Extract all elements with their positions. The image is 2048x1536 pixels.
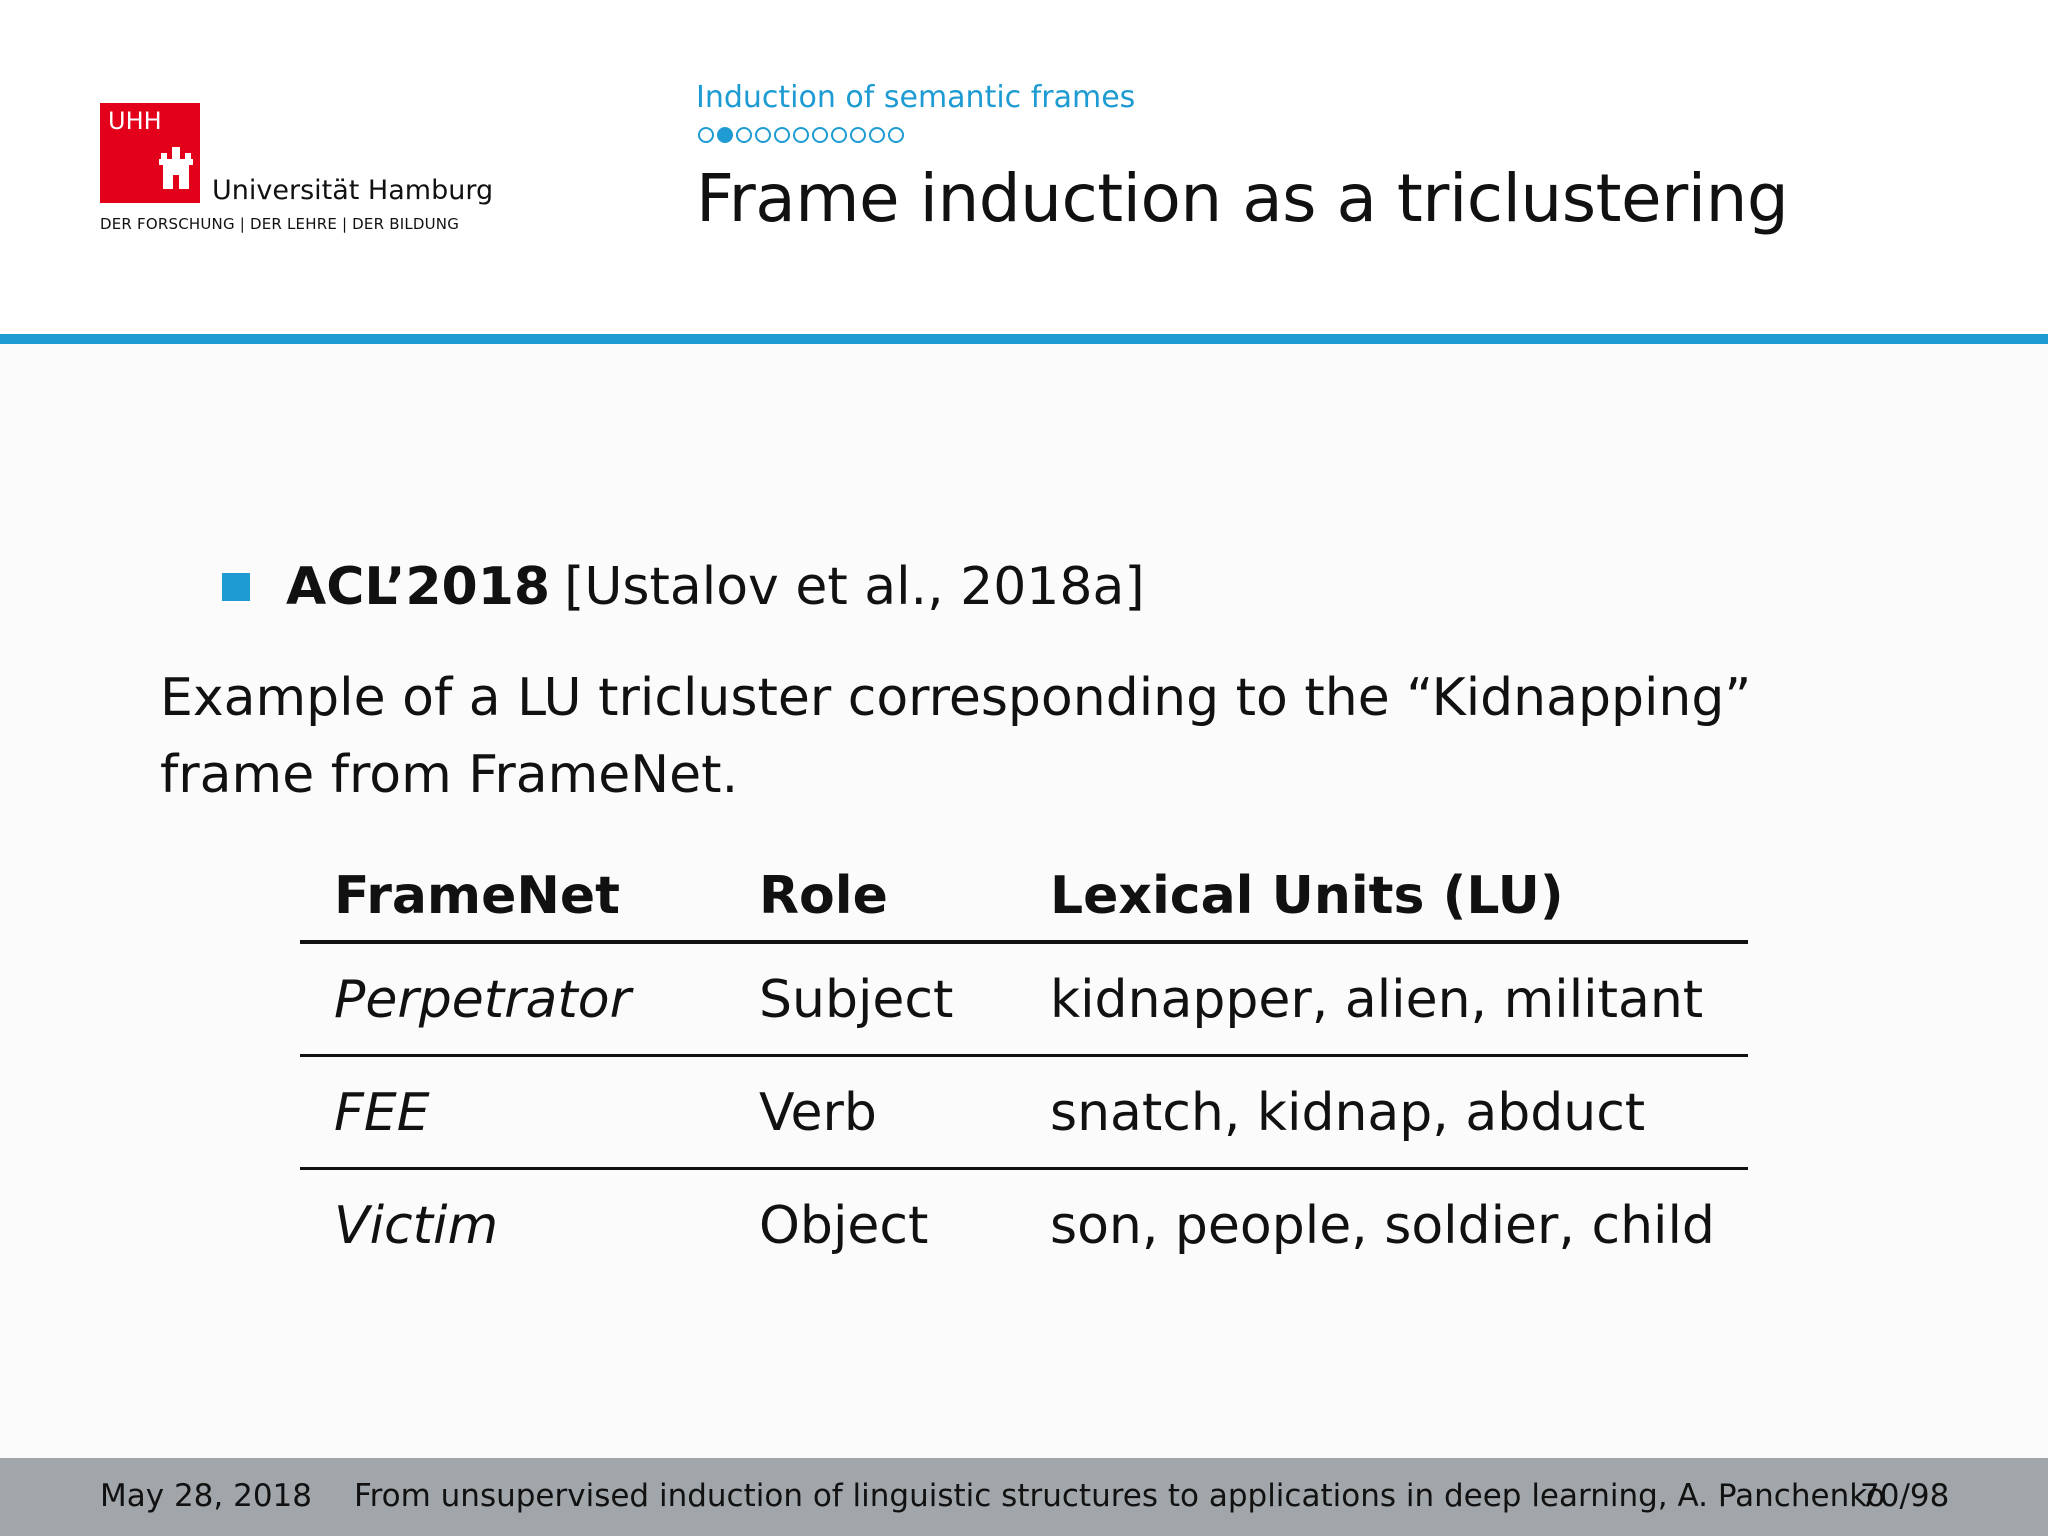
slide-title: Frame induction as a triclustering [696, 160, 1789, 237]
bullet-square-icon [222, 573, 250, 601]
intro-paragraph [160, 660, 1860, 814]
progress-dot [774, 127, 790, 143]
progress-dot [793, 127, 809, 143]
progress-dot [698, 127, 714, 143]
bullet-citation: [Ustalov et al., 2018a] [564, 557, 1145, 617]
progress-dot [736, 127, 752, 143]
lexical-units-cell: son, people, soldier, child [1050, 1196, 1715, 1256]
university-logo [100, 103, 520, 243]
role-cell: Subject [759, 970, 954, 1030]
slide-footer [0, 1458, 2048, 1536]
progress-dot [888, 127, 904, 143]
lexical-units-cell: kidnapper, alien, militant [1050, 970, 1704, 1030]
logo-mark-text: UHH [108, 107, 162, 135]
role-cell: Verb [759, 1083, 877, 1143]
page-number: 70/98 [1860, 1478, 1950, 1514]
bullet-item [222, 552, 1145, 622]
framenet-cell: FEE [334, 1083, 430, 1143]
progress-dot [755, 127, 771, 143]
progress-dot [850, 127, 866, 143]
table-header-row [300, 860, 1748, 944]
castle-icon [155, 103, 197, 203]
progress-dot [812, 127, 828, 143]
university-name: Universität Hamburg [212, 175, 494, 206]
logo-mark [100, 103, 200, 203]
lexical-units-cell: snatch, kidnap, abduct [1050, 1083, 1646, 1143]
bullet-venue: ACL’2018 [286, 557, 551, 617]
table-row [300, 944, 1748, 1057]
header-divider [0, 334, 2048, 344]
section-progress-dots [698, 127, 904, 149]
section-title: Induction of semantic frames [696, 80, 1136, 115]
slide-header [0, 0, 2048, 334]
intro-line-2: frame from FrameNet. [160, 745, 739, 805]
framenet-cell: Perpetrator [334, 970, 631, 1030]
university-tagline: DER FORSCHUNG | DER LEHRE | DER BILDUNG [100, 215, 460, 233]
table-row [300, 1057, 1748, 1170]
column-header-lexical-units: Lexical Units (LU) [1050, 866, 1564, 926]
footer-title: From unsupervised induction of linguistic structures to applications in deep learning, A. Panchenko [354, 1478, 1886, 1514]
table-row [300, 1170, 1748, 1280]
framenet-cell: Victim [334, 1196, 499, 1256]
progress-dot [869, 127, 885, 143]
column-header-role: Role [759, 866, 888, 926]
column-header-framenet: FrameNet [334, 866, 621, 926]
progress-dot-current [717, 127, 733, 143]
intro-line-1: Example of a LU tricluster corresponding to the “Kidnapping” [160, 668, 1752, 728]
progress-dot [831, 127, 847, 143]
footer-date: May 28, 2018 [100, 1478, 312, 1514]
role-cell: Object [759, 1196, 929, 1256]
tricluster-table [300, 860, 1748, 1280]
